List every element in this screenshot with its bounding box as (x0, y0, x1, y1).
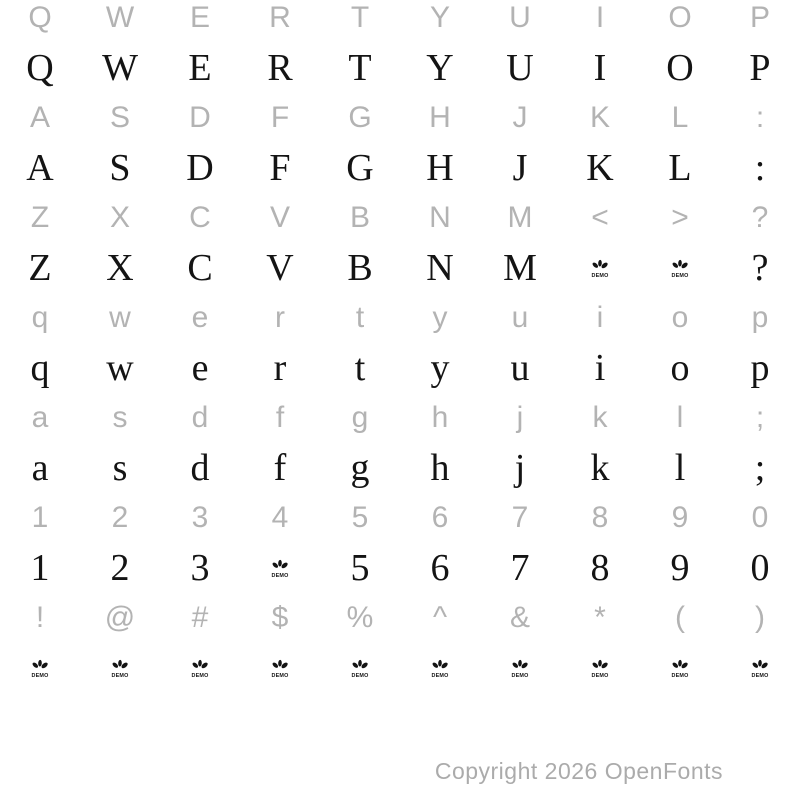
demo-ornament-icon (589, 658, 611, 679)
glyph-cell: 3 (190, 547, 210, 589)
glyph-cell: a (31, 401, 49, 434)
demo-ornament-petal (278, 659, 282, 666)
demo-ornament-label: DEMO (31, 672, 49, 679)
glyph-cell: g (350, 447, 370, 489)
demo-ornament-icon (429, 658, 451, 679)
glyph-cell: 1 (31, 501, 49, 534)
glyph-cell: f (275, 401, 285, 434)
glyph-cell: I (595, 1, 605, 34)
glyph-cell: J (512, 147, 528, 189)
glyph-cell: 6 (430, 547, 450, 589)
glyph-cell: p (750, 347, 770, 389)
demo-ornament-label: DEMO (751, 672, 769, 679)
glyph-cell: B (349, 201, 370, 234)
glyph-cell: N (429, 201, 451, 234)
glyph-cell: 7 (511, 501, 529, 534)
demo-ornament-icon (589, 258, 611, 279)
glyph-cell: T (350, 1, 370, 34)
glyph-cell: X (109, 201, 130, 234)
glyph-cell: a (31, 447, 49, 489)
glyph-cell: : (754, 147, 766, 189)
glyph-cell: O (668, 1, 692, 34)
glyph-cell (560, 243, 640, 293)
glyph-cell: > (671, 201, 689, 234)
glyph-cell: r (275, 301, 285, 334)
glyph-cell: Q (28, 1, 52, 34)
glyph-cell: # (191, 601, 209, 634)
glyph-cell: 4 (271, 501, 289, 534)
glyph-cell: D (189, 101, 211, 134)
glyph-cell: Y (429, 1, 450, 34)
glyph-cell (400, 643, 480, 693)
demo-ornament-petal (272, 661, 279, 668)
glyph-cell: i (594, 347, 606, 389)
glyph-cell: w (106, 347, 134, 389)
demo-ornament-petal (358, 659, 362, 666)
glyph-cell: y (432, 301, 448, 334)
glyph-cell: ! (35, 601, 45, 634)
demo-ornament-icon (509, 658, 531, 679)
glyph-cell: M (507, 201, 533, 234)
glyph-cell: i (596, 301, 604, 334)
glyph-cell (0, 643, 80, 693)
demo-ornament-petal (672, 261, 679, 268)
demo-ornament-label: DEMO (351, 672, 369, 679)
glyph-cell: U (506, 47, 534, 89)
glyph-cell (480, 643, 560, 693)
demo-ornament-petal (192, 661, 199, 668)
demo-ornament-petal (32, 661, 39, 668)
glyph-cell: t (355, 301, 365, 334)
glyph-cell: E (189, 1, 210, 34)
glyph-cell: L (671, 101, 689, 134)
glyph-cell: 2 (111, 501, 129, 534)
demo-ornament-icon (669, 258, 691, 279)
demo-ornament-label: DEMO (191, 672, 209, 679)
glyph-cell: O (666, 47, 694, 89)
glyph-row-9-gray (0, 393, 800, 443)
glyph-cell (160, 643, 240, 693)
demo-ornament-petal (752, 661, 759, 668)
glyph-row-12-black (0, 543, 800, 593)
glyph-cell: G (346, 147, 374, 189)
glyph-cell: s (112, 401, 128, 434)
glyph-cell: t (354, 347, 366, 389)
glyph-cell: s (112, 447, 128, 489)
glyph-cell: 1 (30, 547, 50, 589)
demo-ornament-label: DEMO (671, 272, 689, 279)
glyph-cell: k (592, 401, 608, 434)
glyph-cell (240, 643, 320, 693)
glyph-cell: V (269, 201, 290, 234)
demo-ornament-petal (678, 659, 682, 666)
demo-ornament-label: DEMO (591, 272, 609, 279)
glyph-cell: B (347, 247, 373, 289)
glyph-cell: h (430, 447, 450, 489)
glyph-cell: Y (426, 47, 454, 89)
glyph-cell (240, 543, 320, 593)
glyph-cell (640, 243, 720, 293)
glyph-cell: q (31, 301, 49, 334)
glyph-cell: F (269, 147, 291, 189)
glyph-cell: S (109, 101, 130, 134)
glyph-cell: T (348, 47, 372, 89)
glyph-cell: 5 (351, 501, 369, 534)
glyph-cell (720, 643, 800, 693)
glyph-cell (320, 643, 400, 693)
glyph-cell: C (187, 247, 213, 289)
glyph-cell: < (591, 201, 609, 234)
demo-ornament-icon (189, 658, 211, 679)
glyph-cell: W (102, 47, 138, 89)
glyph-cell (80, 643, 160, 693)
glyph-cell: 8 (590, 547, 610, 589)
glyph-cell: * (594, 601, 606, 634)
demo-ornament-label: DEMO (271, 672, 289, 679)
glyph-row-1-gray (0, 0, 800, 43)
glyph-row-4-black (0, 143, 800, 193)
glyph-cell: 2 (110, 547, 130, 589)
demo-ornament-icon (29, 658, 51, 679)
glyph-cell: R (269, 1, 291, 34)
demo-ornament-icon (269, 658, 291, 679)
glyph-cell: 3 (191, 501, 209, 534)
demo-ornament-label: DEMO (431, 672, 449, 679)
glyph-row-10-black (0, 443, 800, 493)
glyph-cell: : (755, 101, 765, 134)
glyph-cell: g (351, 401, 369, 434)
demo-ornament-petal (678, 259, 682, 266)
glyph-cell: X (106, 247, 134, 289)
glyph-cell: % (346, 601, 374, 634)
demo-ornament-petal (198, 659, 202, 666)
glyph-cell: r (273, 347, 287, 389)
demo-ornament-petal (438, 659, 442, 666)
glyph-row-11-gray (0, 493, 800, 543)
glyph-cell: l (676, 401, 684, 434)
glyph-cell: R (267, 47, 293, 89)
glyph-cell: p (751, 301, 769, 334)
glyph-cell: j (514, 447, 526, 489)
glyph-cell: 8 (591, 501, 609, 534)
demo-ornament-icon (349, 658, 371, 679)
demo-ornament-icon (109, 658, 131, 679)
glyph-cell: d (190, 447, 210, 489)
glyph-cell: A (29, 101, 50, 134)
glyph-cell: ) (755, 601, 765, 634)
glyph-row-13-gray (0, 593, 800, 643)
demo-ornament-petal (38, 659, 42, 666)
glyph-cell: G (348, 101, 372, 134)
glyph-cell: w (109, 301, 131, 334)
demo-ornament-petal (432, 661, 439, 668)
glyph-cell: 5 (350, 547, 370, 589)
glyph-cell: S (109, 147, 131, 189)
glyph-cell: k (590, 447, 610, 489)
demo-ornament-petal (598, 259, 602, 266)
glyph-cell: 0 (751, 501, 769, 534)
glyph-row-7-gray (0, 293, 800, 343)
glyph-cell: 9 (671, 501, 689, 534)
glyph-cell: L (668, 147, 692, 189)
glyph-cell: H (426, 147, 454, 189)
glyph-cell: F (270, 101, 290, 134)
demo-ornament-label: DEMO (271, 572, 289, 579)
demo-ornament-label: DEMO (111, 672, 129, 679)
glyph-cell: K (589, 101, 610, 134)
glyph-cell: N (426, 247, 454, 289)
glyph-cell: e (191, 347, 209, 389)
glyph-cell: h (431, 401, 449, 434)
demo-ornament-icon (749, 658, 771, 679)
glyph-cell: q (30, 347, 50, 389)
glyph-cell: P (749, 47, 771, 89)
glyph-row-14-black (0, 643, 800, 693)
glyph-cell: ^ (432, 601, 448, 634)
demo-ornament-label: DEMO (591, 672, 609, 679)
glyph-cell: 7 (510, 547, 530, 589)
glyph-cell: P (749, 1, 770, 34)
demo-ornament-label: DEMO (511, 672, 529, 679)
demo-ornament-petal (118, 659, 122, 666)
glyph-cell: A (26, 147, 54, 189)
glyph-cell: o (671, 301, 689, 334)
demo-ornament-icon (269, 558, 291, 579)
demo-ornament-petal (758, 659, 762, 666)
glyph-cell: l (674, 447, 686, 489)
glyph-row-8-black (0, 343, 800, 393)
demo-ornament-petal (672, 661, 679, 668)
glyph-cell: I (593, 47, 607, 89)
demo-ornament-petal (272, 561, 279, 568)
glyph-cell: ; (755, 401, 765, 434)
glyph-cell: 0 (750, 547, 770, 589)
glyph-cell: e (191, 301, 209, 334)
glyph-cell: Z (30, 201, 50, 234)
demo-ornament-label: DEMO (671, 672, 689, 679)
glyph-cell: J (512, 101, 528, 134)
glyph-cell: D (186, 147, 214, 189)
glyph-cell: E (188, 47, 212, 89)
glyph-cell (640, 643, 720, 693)
glyph-cell: Q (26, 47, 54, 89)
glyph-cell: y (430, 347, 450, 389)
glyph-cell: & (509, 601, 530, 634)
glyph-cell: $ (271, 601, 289, 634)
demo-ornament-petal (352, 661, 359, 668)
glyph-cell: o (670, 347, 690, 389)
glyph-row-3-gray (0, 93, 800, 143)
glyph-cell: M (503, 247, 537, 289)
glyph-row-5-gray (0, 193, 800, 243)
glyph-cell: u (510, 347, 530, 389)
glyph-cell: W (105, 1, 135, 34)
glyph-cell: @ (104, 601, 136, 634)
glyph-row-6-black (0, 243, 800, 293)
glyph-cell: C (189, 201, 211, 234)
copyright-text: Copyright 2026 OpenFonts (434, 758, 723, 784)
glyph-cell: j (516, 401, 524, 434)
demo-ornament-petal (592, 661, 599, 668)
demo-ornament-icon (669, 658, 691, 679)
demo-ornament-petal (512, 661, 519, 668)
glyph-cell: d (191, 401, 209, 434)
glyph-cell: U (509, 1, 531, 34)
glyph-cell: 9 (670, 547, 690, 589)
demo-ornament-petal (518, 659, 522, 666)
glyph-cell: ( (675, 601, 685, 634)
glyph-cell: Z (28, 247, 52, 289)
glyph-cell: H (429, 101, 451, 134)
glyph-cell: V (266, 247, 294, 289)
demo-ornament-petal (598, 659, 602, 666)
glyph-cell: K (586, 147, 614, 189)
glyph-cell (560, 643, 640, 693)
glyph-cell: f (273, 447, 287, 489)
glyph-cell: 6 (431, 501, 449, 534)
glyph-cell: ? (751, 247, 769, 289)
glyph-cell: u (511, 301, 529, 334)
demo-ornament-petal (592, 261, 599, 268)
glyph-row-2-black (0, 43, 800, 93)
demo-ornament-petal (112, 661, 119, 668)
demo-ornament-petal (278, 559, 282, 566)
glyph-cell: ? (751, 201, 769, 234)
glyph-cell: ; (754, 447, 766, 489)
